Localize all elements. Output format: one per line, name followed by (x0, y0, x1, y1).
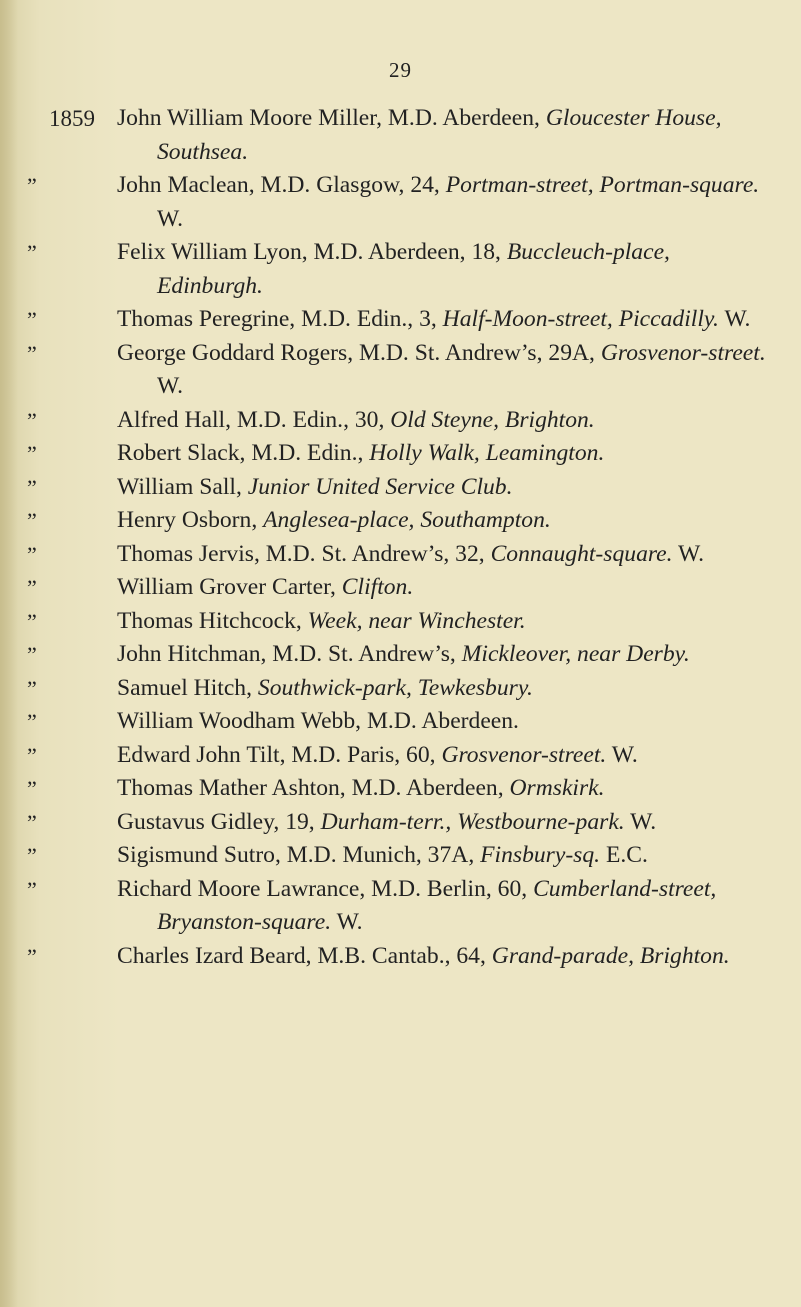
entry-list (0, 102, 801, 973)
register-entry (0, 873, 801, 940)
register-entry (0, 772, 801, 806)
entry-address: Cumberland-street, Bryanston-square. (157, 875, 717, 935)
entry-text (117, 538, 773, 572)
register-entry (0, 169, 801, 236)
entry-postal-district: W. (157, 373, 184, 399)
ditto-mark: ” (27, 541, 37, 567)
entry-name: Samuel Hitch, (117, 674, 258, 701)
ditto-mark: ” (27, 709, 37, 734)
register-entry (0, 538, 801, 572)
entry-name: William Sall, (117, 473, 248, 500)
register-entry (0, 806, 801, 840)
year-label: 1859 (49, 106, 95, 131)
ditto-mark: ” (27, 307, 37, 332)
register-entry (0, 672, 801, 706)
entry-text (117, 102, 773, 169)
entry-text (117, 504, 773, 538)
entry-name: Edward John Tilt, M.D. Paris, 60, (117, 741, 442, 768)
entry-name: Alfred Hall, M.D. Edin., 30, (117, 406, 391, 433)
entry-postal-district: W. (157, 205, 184, 232)
entry-address: Old Steyne, Brighton. (390, 406, 595, 433)
entry-address: Buccleuch-place, Edinburgh. (157, 239, 670, 299)
register-entry (0, 437, 801, 471)
register-entry (0, 638, 801, 672)
ditto-mark: ” (27, 240, 37, 265)
entry-text (117, 571, 773, 605)
entry-text (117, 705, 773, 739)
entry-text (117, 839, 773, 873)
register-entry (0, 504, 801, 538)
entry-postal-district: W. (672, 540, 705, 567)
entry-name: Richard Moore Lawrance, M.D. Berlin, 60, (117, 875, 534, 902)
entry-address: Half-Moon-street, Piccadilly. (442, 306, 719, 332)
entry-address: Grand-parade, Brighton. (491, 942, 730, 969)
entry-address: Portman-street, Portman-square. (445, 172, 760, 198)
entry-text (117, 873, 773, 940)
entry-address: Clifton. (341, 574, 414, 600)
entry-name: Thomas Mather Ashton, M.D. Aberdeen, (117, 775, 510, 801)
entry-text (117, 772, 773, 806)
entry-address: Connaught-square. (490, 540, 673, 567)
register-entry (0, 337, 801, 404)
entry-text (117, 471, 773, 505)
entry-text (117, 672, 773, 706)
entry-address: Southwick-park, Tewkesbury. (257, 674, 533, 701)
entry-address: Durham-terr., Westbourne-park. (320, 808, 625, 835)
entry-text (117, 806, 773, 840)
entry-postal-district: W. (718, 306, 751, 332)
entry-address: Mickleover, near Derby. (461, 641, 690, 667)
entry-name: Charles Izard Beard, M.B. Cantab., 64, (117, 942, 492, 969)
entry-address: Junior United Service Club. (247, 473, 513, 500)
entry-address: Grosvenor-street. (441, 741, 607, 768)
register-entry (0, 236, 801, 303)
register-entry (0, 605, 801, 639)
ditto-mark: ” (27, 876, 37, 902)
entry-name: Gustavus Gidley, 19, (117, 808, 321, 835)
register-entry (0, 739, 801, 773)
ditto-mark: ” (27, 943, 37, 969)
entry-name: John Hitchman, M.D. St. Andrew’s, (117, 641, 462, 667)
entry-name: William Woodham Webb, M.D. Aberdeen. (117, 708, 519, 734)
ditto-mark: ” (27, 608, 37, 634)
entry-address: Ormskirk. (509, 775, 605, 801)
ditto-mark: ” (27, 340, 37, 366)
register-entry (0, 102, 801, 169)
entry-text (117, 638, 773, 672)
ditto-mark: ” (27, 675, 37, 701)
entry-text (117, 337, 773, 404)
ditto-mark: ” (27, 508, 37, 533)
entry-address: Holly Walk, Leamington. (369, 440, 605, 466)
entry-name: John William Moore Miller, M.D. Aberdeen, (117, 105, 546, 131)
entry-text (117, 169, 773, 236)
register-entry (0, 471, 801, 505)
entry-text (117, 236, 773, 303)
entry-text (117, 940, 773, 974)
entry-address: Grosvenor-street. (600, 339, 766, 366)
register-entry (0, 303, 801, 337)
entry-text (117, 303, 773, 337)
register-entry (0, 839, 801, 873)
register-entry (0, 940, 801, 974)
entry-name: Sigismund Sutro, M.D. Munich, 37A, (117, 842, 481, 868)
entry-postal-district: E.C. (600, 842, 648, 868)
entry-name: William Grover Carter, (117, 574, 342, 600)
entry-postal-district: W. (606, 741, 638, 768)
ditto-mark: ” (27, 173, 37, 198)
ditto-mark: ” (27, 407, 37, 433)
page-number: 29 (389, 58, 412, 82)
ditto-mark: ” (27, 575, 37, 600)
entry-name: Thomas Jervis, M.D. St. Andrew’s, 32, (117, 540, 491, 567)
entry-name: Robert Slack, M.D. Edin., (117, 440, 370, 466)
ditto-mark: ” (27, 474, 37, 500)
entry-text (117, 605, 773, 639)
entry-name: Felix William Lyon, M.D. Aberdeen, 18, (117, 239, 507, 265)
register-entry (0, 705, 801, 739)
entry-address: Anglesea-place, Southampton. (263, 507, 551, 533)
entry-postal-district: W. (624, 808, 657, 835)
register-entry (0, 571, 801, 605)
ditto-mark: ” (27, 776, 37, 801)
entry-name: John Maclean, M.D. Glasgow, 24, (117, 172, 446, 198)
entry-address: Week, near Winchester. (307, 607, 526, 634)
entry-name: Thomas Peregrine, M.D. Edin., 3, (117, 306, 443, 332)
ditto-mark: ” (27, 843, 37, 868)
entry-address: Finsbury-sq. (480, 842, 601, 868)
ditto-mark: ” (27, 742, 37, 768)
entry-postal-district: W. (331, 909, 363, 935)
entry-name: Thomas Hitchcock, (117, 607, 308, 634)
ditto-mark: ” (27, 809, 37, 835)
entry-name: Henry Osborn, (117, 507, 264, 533)
entry-text (117, 404, 773, 438)
register-entry (0, 404, 801, 438)
entry-address: Gloucester House, Southsea. (157, 105, 722, 165)
entry-text (117, 739, 773, 773)
entry-text (117, 437, 773, 471)
ditto-mark: ” (27, 642, 37, 667)
entry-name: George Goddard Rogers, M.D. St. Andrew’s, 29A, (117, 339, 601, 366)
ditto-mark: ” (27, 441, 37, 466)
